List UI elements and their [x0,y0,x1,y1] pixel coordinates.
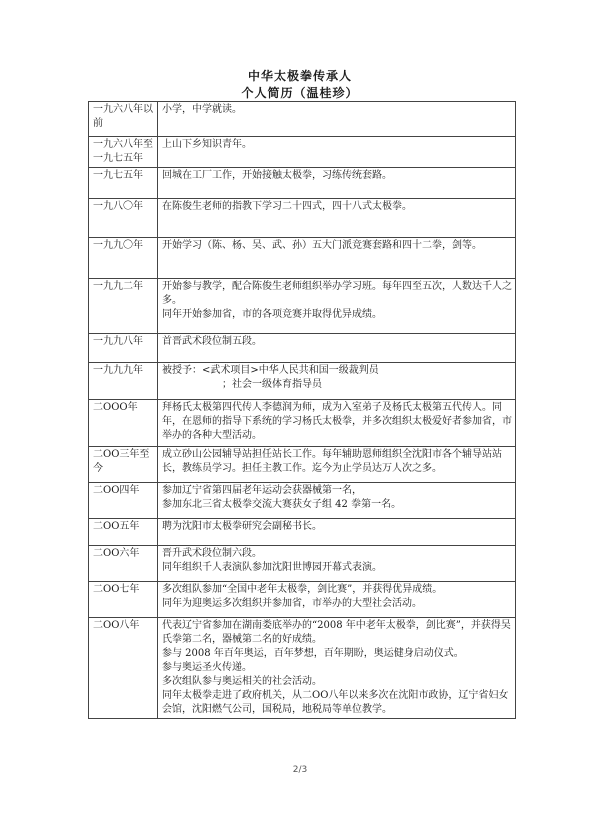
description-line: 同年开始参加省，市的各项竞赛并取得优异成绩。 [162,309,382,320]
description-cell [158,447,516,483]
year-cell: 一九八〇年 [89,199,158,238]
description-line: 上山下乡知识青年。 [162,139,252,150]
resume-row [89,363,516,400]
description-line: 小学，中学就读。 [162,104,242,115]
page-number: 2/3 [292,765,308,775]
description-cell [158,137,516,168]
description-line: 拜杨氏太极第四代传人李德润为师，成为入室弟子及杨氏太极第五代传人。同年，在恩师的指导下系统的学习杨氏太极拳，并多次组织太极爱好者参加省，市举办的各种大型活动。 [162,402,512,441]
resume-row [89,334,516,363]
resume-row [89,400,516,447]
description-cell [158,168,516,199]
year-cell: 一九九九年 [89,363,158,400]
resume-row [89,483,516,519]
resume-table-body [89,102,516,719]
resume-row [89,238,516,279]
description-line: 多次组队参加“全国中老年太极拳，剑比赛”，并获得优异成绩。 [162,584,443,595]
year-cell: 一九九二年 [89,279,158,334]
year-cell: 二OO三年至今 [89,447,158,483]
document-title: 中华太极拳传承人 [247,69,352,83]
description-line: 参与奥运圣火传递。 [162,662,252,673]
description-cell [158,363,516,400]
description-line: 开始参与教学，配合陈俊生老师组织举办学习班。每年四至五次，人数达千人之多。 [162,281,512,306]
description-line: 同年为迎奥运多次组织并参加省，市举办的大型社会活动。 [162,598,422,609]
document-subtitle: 个人简历（温桂珍） [241,86,359,100]
description-line: 在陈俊生老师的指教下学习二十四式，四十八式太极拳。 [162,201,412,212]
description-cell [158,400,516,447]
year-cell: 一九九八年 [89,334,158,363]
year-cell: 二OO四年 [89,483,158,519]
resume-row [89,137,516,168]
description-line: 参加东北三省太极拳交流大赛获女子组 42 拳第一名。 [162,499,402,510]
description-line: 成立砂山公园辅导站担任站长工作。每年辅助恩师组织全沈阳市各个辅导站站长，教练员学习。担任主教工作。迄今为止学员达万人次之多。 [162,449,502,474]
description-line: 开始学习（陈、杨、吴、武、孙）五大门派竞赛套路和四十二拳，剑等。 [162,240,482,251]
resume-row [89,199,516,238]
year-cell: 一九六八年以前 [89,102,158,137]
description-cell [158,519,516,546]
description-line: 聘为沈阳市太极拳研究会副秘书长。 [162,521,322,532]
description-cell [158,582,516,618]
description-line: 被授予：<武术项目>中华人民共和国一级裁判员 [162,365,379,376]
resume-row [89,168,516,199]
description-line: 同年组织千人表演队参加沈阳世博园开幕式表演。 [162,562,382,573]
description-line: 晋升武术段位制六段。 [162,548,262,559]
description-cell [158,238,516,279]
year-cell: 二OO五年 [89,519,158,546]
year-cell: 一九六八年至一九七五年 [89,137,158,168]
year-cell: 二OOO年 [89,400,158,447]
description-line: 同年太极拳走进了政府机关，从二OO八年以来多次在沈阳市政协，辽宁省妇女会馆，沈阳燃气公司，国税局，地税局等单位教学。 [162,690,509,715]
description-cell [158,618,516,719]
resume-table [88,101,516,719]
description-cell [158,483,516,519]
resume-row [89,279,516,334]
year-cell: 一九七五年 [89,168,158,199]
description-line: 首晋武术段位制五段。 [162,336,262,347]
description-cell [158,279,516,334]
resume-row [89,447,516,483]
description-line: 参加辽宁省第四届老年运动会获器械第一名， [162,485,362,496]
resume-row [89,519,516,546]
description-line: ；社会一级体育指导员 [222,379,322,390]
description-line: 回城在工厂工作，开始接触太极拳，习练传统套路。 [162,170,392,181]
year-cell: 二OO八年 [89,618,158,719]
description-cell [158,199,516,238]
year-cell: 二OO六年 [89,546,158,582]
resume-row [89,618,516,719]
resume-row [89,102,516,137]
resume-row [89,546,516,582]
description-cell [158,546,516,582]
description-line: 多次组队参与奥运相关的社会活动。 [162,676,322,687]
year-cell: 一九九〇年 [89,238,158,279]
description-line: 代表辽宁省参加在湖南娄底举办的“2008 年中老年太极拳，剑比赛”，并获得吴氏拳第二名，器械第二名的好成绩。 [162,620,511,645]
year-cell: 二OO七年 [89,582,158,618]
description-cell [158,102,516,137]
description-cell [158,334,516,363]
description-line: 参与 2008 年百年奥运，百年梦想，百年期盼，奥运健身启动仪式。 [162,648,464,659]
resume-row [89,582,516,618]
